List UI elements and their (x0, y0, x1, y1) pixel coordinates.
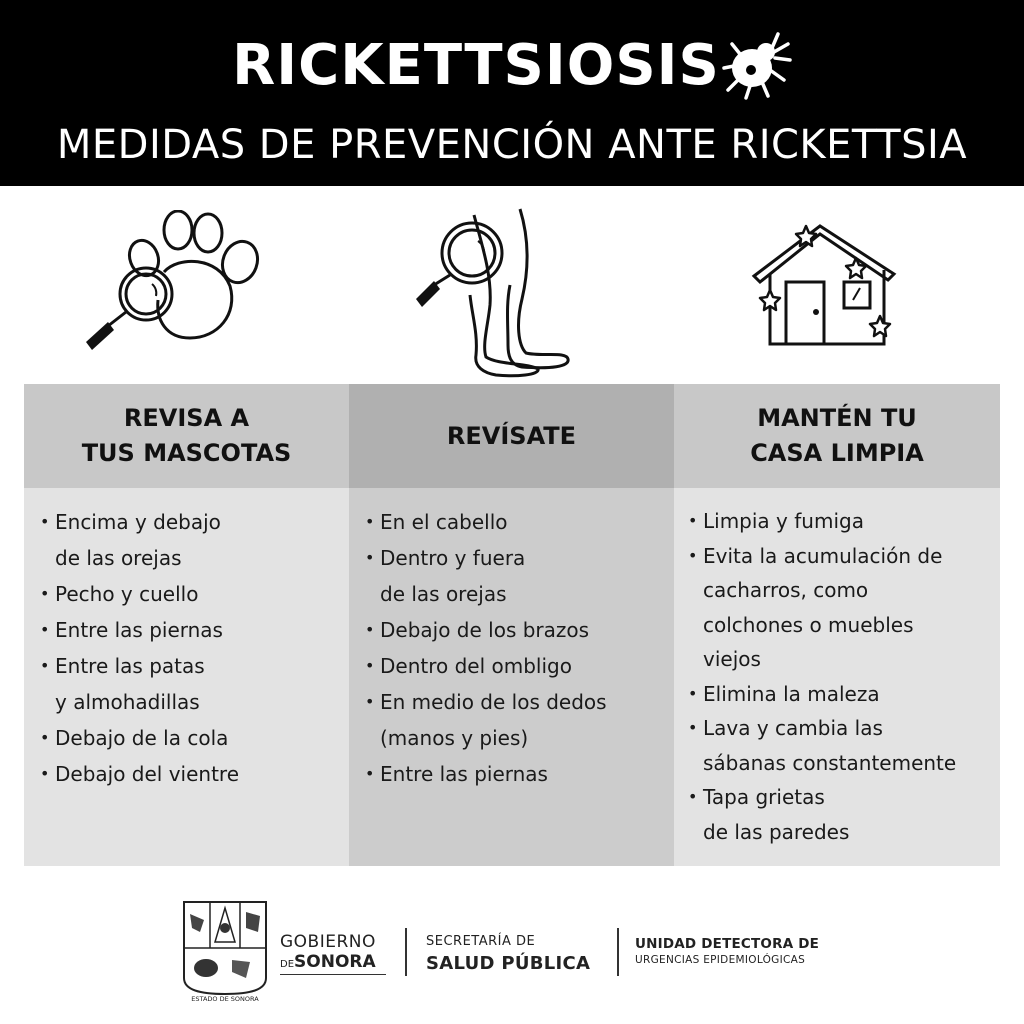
column-heading (24, 384, 349, 488)
footer-divider (617, 928, 619, 976)
footer-logos (0, 890, 1024, 1010)
list-item: • En el cabello (365, 504, 674, 540)
gobierno-label: GOBIERNO (280, 932, 376, 952)
list-item: • Dentro y fuera de las orejas (365, 540, 674, 612)
list-item: • Dentro del ombligo (365, 648, 674, 684)
seal-caption: ESTADO DE SONORA (191, 995, 259, 1002)
sonora-seal-icon (180, 898, 270, 1002)
unidad-detectora-logo (635, 936, 819, 966)
list-item: • Elimina la maleza (688, 677, 1000, 712)
column-heading (674, 384, 1000, 488)
header-banner (0, 0, 1024, 186)
column-revisate (349, 384, 674, 866)
item-list (365, 504, 674, 792)
column-body (24, 488, 349, 866)
column-heading (349, 384, 674, 488)
list-item: • Encima y debajo de las orejas (40, 504, 349, 576)
list-item: • Lava y cambia las sábanas constantemente (688, 711, 1000, 780)
list-item: • Tapa grietas de las paredes (688, 780, 1000, 849)
house-clean-icon (748, 218, 902, 348)
list-item: • Limpia y fumiga (688, 504, 1000, 539)
page-title: RICKETTSIOSIS (232, 32, 720, 98)
column-body (674, 488, 1000, 866)
column-casa-limpia (674, 384, 1000, 866)
legs-magnifier-icon (412, 205, 577, 380)
gobierno-de: DE (280, 959, 295, 970)
item-list (688, 504, 1000, 849)
paw-magnifier-icon (78, 210, 268, 360)
list-item: • Entre las piernas (40, 612, 349, 648)
column-body (349, 488, 674, 866)
list-item: • Debajo de los brazos (365, 612, 674, 648)
footer-divider (405, 928, 407, 976)
unidad-label: UNIDAD DETECTORA DE (635, 936, 820, 952)
sonora-label (280, 952, 386, 972)
page-subtitle: MEDIDAS DE PREVENCIÓN ANTE RICKETTSIA (56, 122, 968, 168)
list-item: • Debajo de la cola (40, 720, 349, 756)
column-mascotas (24, 384, 349, 866)
column-heading-text: MANTÉN TU CASA LIMPIA (750, 404, 924, 467)
list-item: • Entre las patas y almohadillas (40, 648, 349, 720)
list-item: • Entre las piernas (365, 756, 674, 792)
salud-publica-label: SALUD PÚBLICA (426, 953, 591, 974)
gobierno-sonora-logo (280, 932, 386, 975)
title-row (0, 20, 1024, 110)
urgencias-label: URGENCIAS EPIDEMIOLÓGICAS (635, 954, 806, 966)
list-item: • Pecho y cuello (40, 576, 349, 612)
gobierno-sonora: SONORA (294, 952, 376, 972)
item-list (40, 504, 349, 792)
list-item: • Evita la acumulación de cacharros, como colchones o muebles viejos (688, 539, 1000, 677)
column-heading-text: REVÍSATE (446, 421, 577, 450)
secretaria-label: SECRETARÍA DE (426, 934, 536, 949)
list-item: • Debajo del vientre (40, 756, 349, 792)
secretaria-salud-logo (426, 934, 590, 974)
gobierno-underline (280, 974, 386, 975)
column-heading-text: REVISA A TUS MASCOTAS (81, 404, 292, 467)
list-item: • En medio de los dedos (manos y pies) (365, 684, 674, 756)
tick-icon (722, 30, 792, 100)
